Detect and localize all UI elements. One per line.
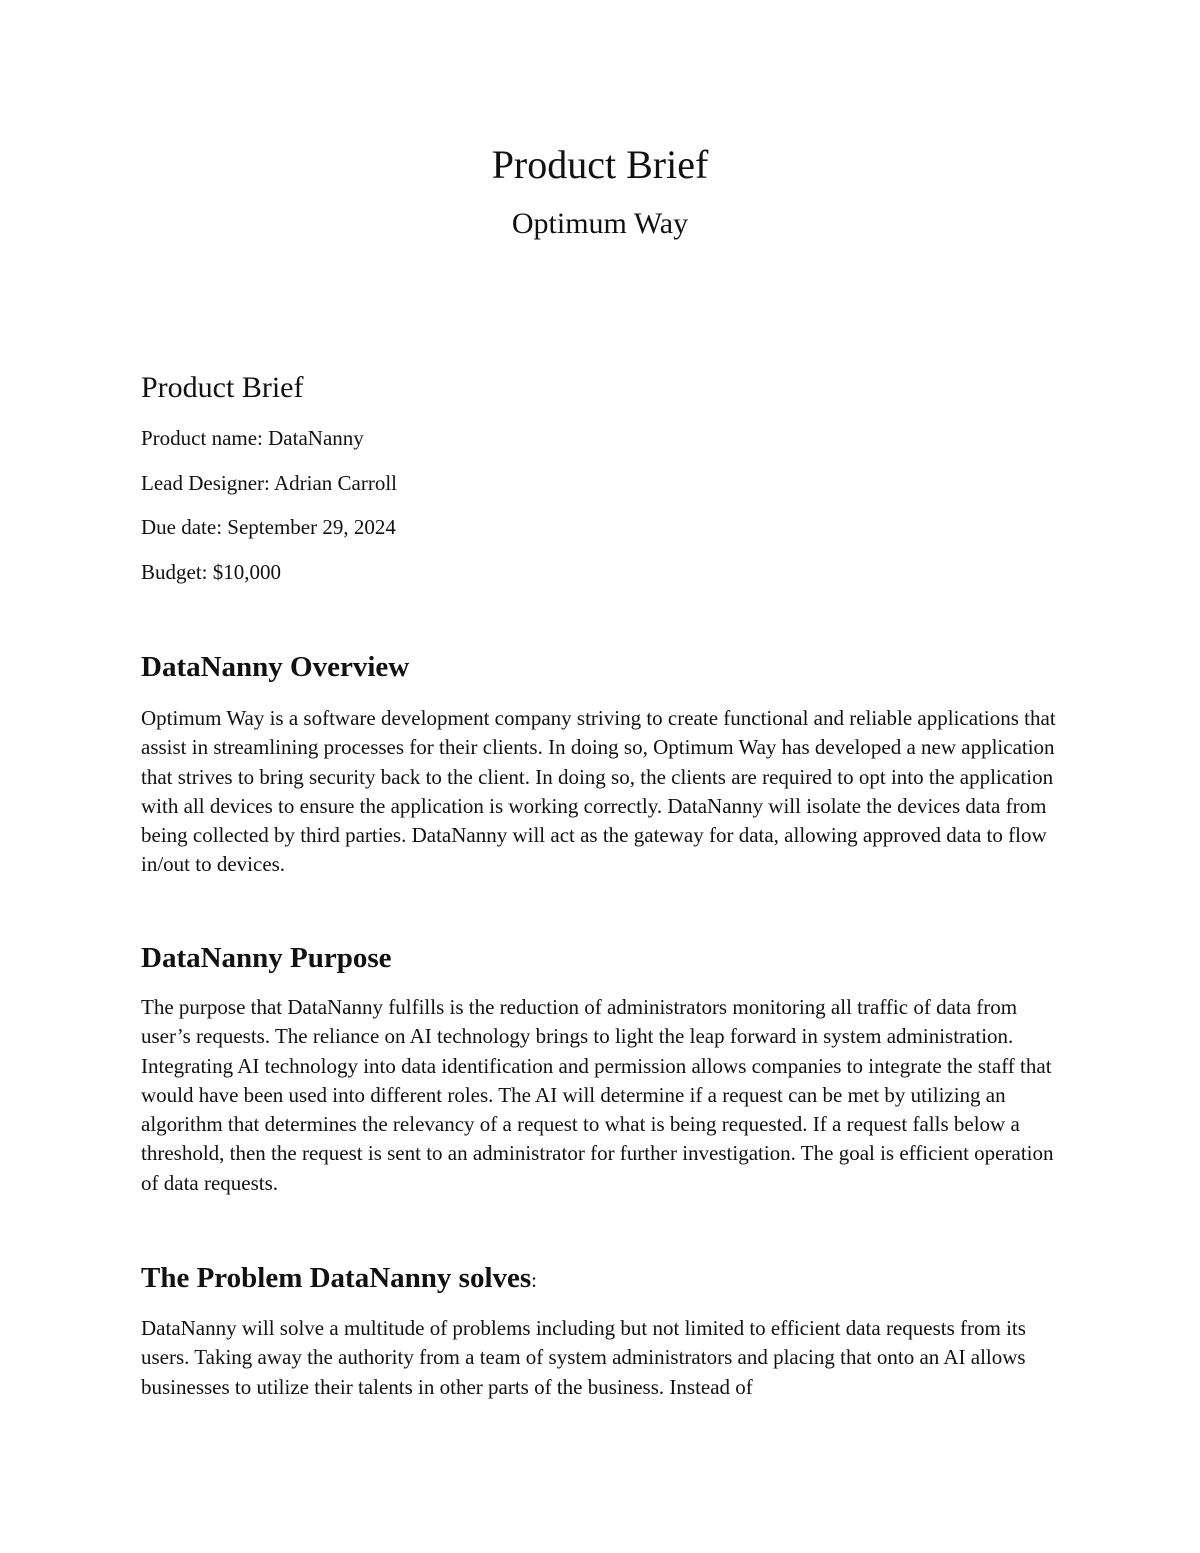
due-date-line: Due date: September 29, 2024 bbox=[141, 515, 396, 539]
document-title: Product Brief bbox=[491, 142, 709, 187]
brief-heading: Product Brief bbox=[141, 371, 304, 404]
lead-designer-line: Lead Designer: Adrian Carroll bbox=[141, 471, 397, 495]
problem-heading-colon: : bbox=[531, 1268, 538, 1292]
overview-heading: DataNanny Overview bbox=[141, 651, 410, 683]
budget-line: Budget: $10,000 bbox=[141, 560, 281, 584]
product-name-line: Product name: DataNanny bbox=[141, 426, 364, 450]
problem-heading bbox=[141, 1259, 537, 1299]
document-subtitle: Optimum Way bbox=[511, 207, 689, 240]
brief-section bbox=[141, 368, 1071, 408]
problem-paragraph: DataNanny will solve a multitude of problems including but not limited to efficient data requests from its users. Taking away the authority from a team of system administrators and placing that onto an AI allows businesses to utilize their talents in other parts of the business. Instead of bbox=[141, 1316, 1026, 1399]
purpose-heading: DataNanny Purpose bbox=[141, 942, 392, 974]
overview-paragraph: Optimum Way is a software development company striving to create functional and reliable applications that assist in streamlining processes for their clients. In doing so, Optimum Way has developed a new application that strives to bring security back to the client. In doing so, the clients are required to opt into the application with all devices to ensure the application is working correctly. DataNanny will isolate the devices data from being collected by third parties. DataNanny will act as the gateway for data, allowing approved data to flow in/out to devices. bbox=[141, 706, 1056, 877]
problem-heading-text: The Problem DataNanny solves bbox=[141, 1262, 532, 1294]
purpose-paragraph: The purpose that DataNanny fulfills is the reduction of administrators monitoring all traffic of data from user’s requests. The reliance on AI technology brings to light the leap forward in system administration. Integrating AI technology into data identification and permission allows companies to integrate the staff that would have been used into different roles. The AI will determine if a request can be met by utilizing an algorithm that determines the relevancy of a request to what is being requested. If a request falls below a threshold, then the request is sent to an administrator for further investigation. The goal is efficient operation of data requests. bbox=[141, 995, 1054, 1195]
